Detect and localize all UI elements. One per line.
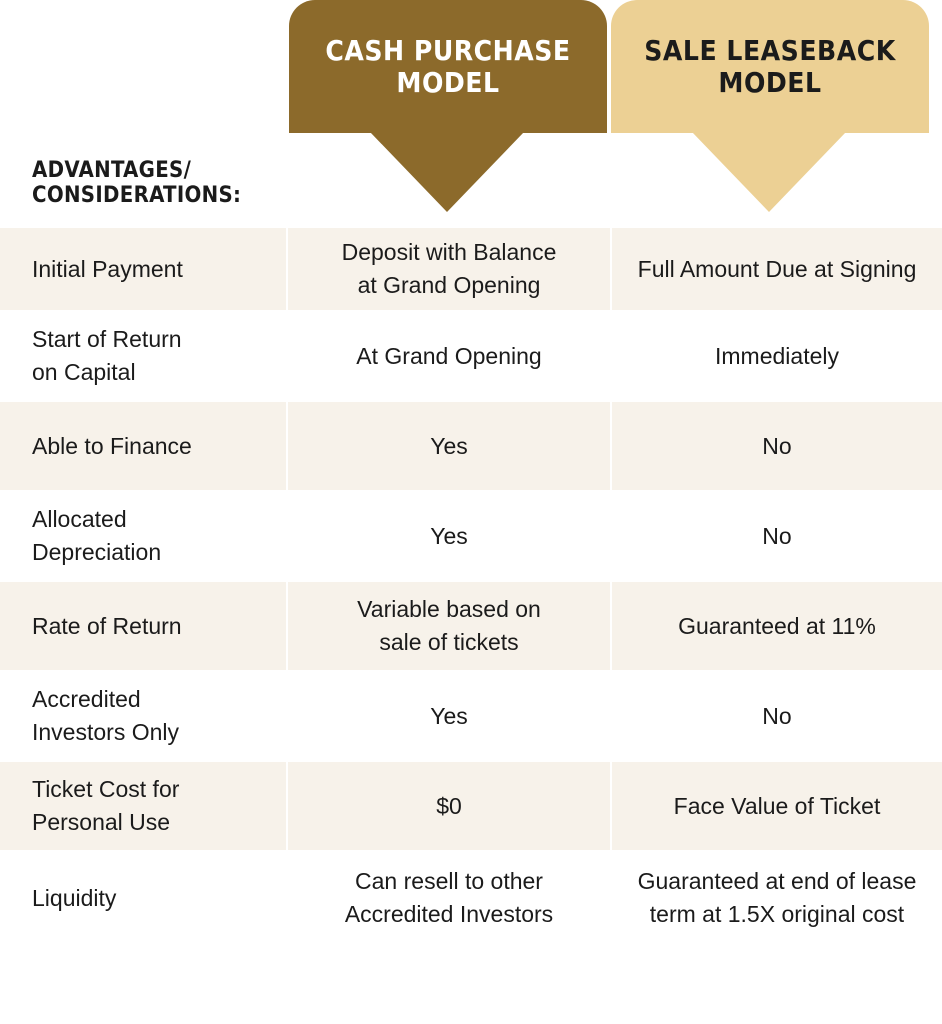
cash-value: $0 [288,762,610,850]
cash-purchase-header [289,0,607,133]
cash-purchase-title: CASH PURCHASE MODEL [325,33,571,99]
lease-value: Full Amount Due at Signing [612,228,942,310]
row-label: Ticket Cost for Personal Use [0,762,286,850]
cash-value: Yes [288,402,610,490]
table-row [0,228,942,310]
cash-value: At Grand Opening [356,342,542,369]
lease-value: No [762,702,792,729]
cash-purchase-pointer [370,132,524,212]
table-row [0,310,942,402]
cash-value: Variable based on sale of tickets [288,582,610,670]
lease-value: Face Value of Ticket [612,762,942,850]
table-row [0,582,942,670]
table-row [0,402,942,490]
sale-leaseback-pointer [692,132,846,212]
row-label: Liquidity [32,884,117,911]
table-row [0,762,942,850]
cash-value: Yes [430,702,468,729]
cash-value: Can resell to other Accredited Investors [344,868,554,927]
advantages-heading: ADVANTAGES/ CONSIDERATIONS: [32,158,242,208]
cash-value: Deposit with Balance at Grand Opening [288,228,610,310]
comparison-table [0,228,942,946]
table-row [0,850,942,946]
row-label: Able to Finance [0,402,286,490]
row-label: Start of Return on Capital [32,326,182,385]
lease-value: Immediately [715,342,839,369]
lease-value: No [612,402,942,490]
sale-leaseback-title: SALE LEASEBACK MODEL [644,33,896,99]
row-label: Accredited Investors Only [32,686,179,745]
table-row [0,670,942,762]
table-row [0,490,942,582]
lease-value: Guaranteed at 11% [612,582,942,670]
row-label: Initial Payment [0,228,286,310]
lease-value: Guaranteed at end of lease term at 1.5X original cost [637,868,917,927]
lease-value: No [762,522,792,549]
row-label: Rate of Return [0,582,286,670]
sale-leaseback-header [611,0,929,133]
cash-value: Yes [430,522,468,549]
row-label: Allocated Depreciation [32,506,162,565]
